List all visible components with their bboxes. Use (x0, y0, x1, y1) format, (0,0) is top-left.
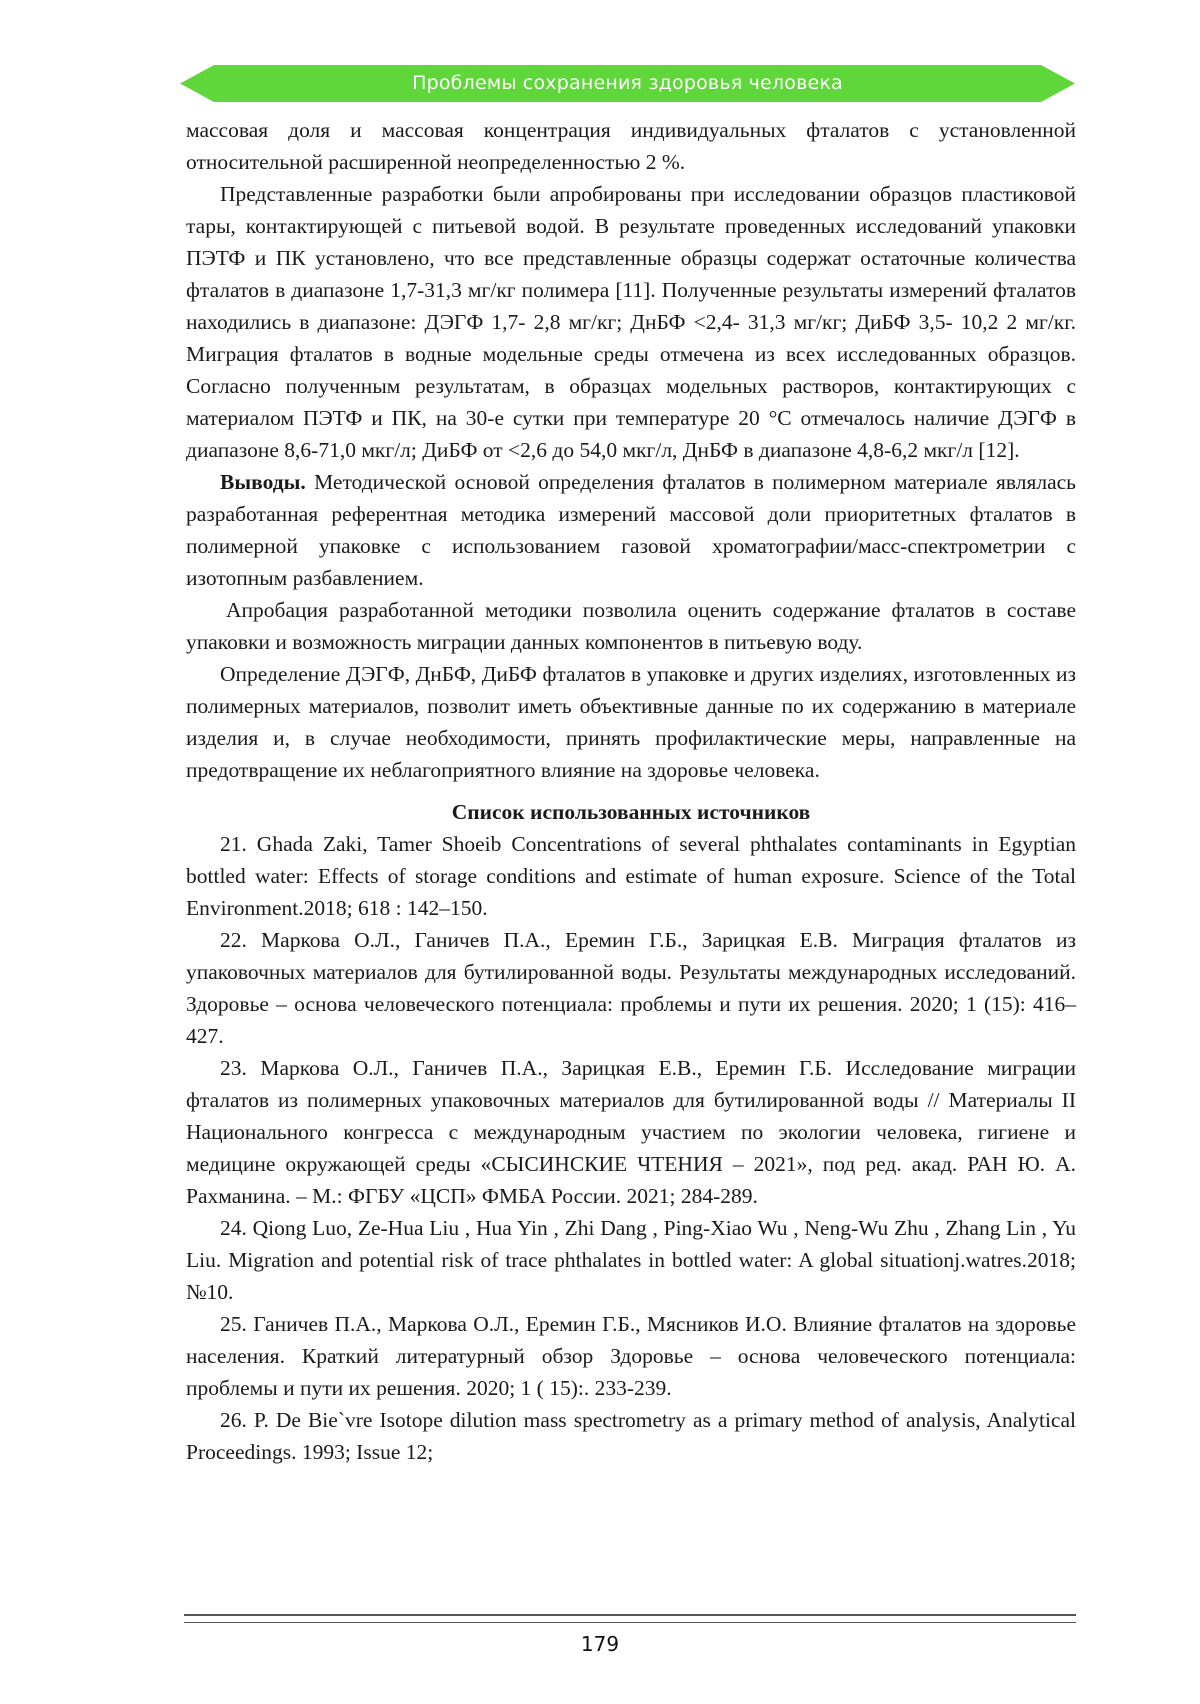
running-header (180, 65, 1075, 102)
reference-item: 26. P. De Bie`vre Isotope dilution mass spectrometry as a primary method of analysis, Analytical Proceedings. 1993; Issue 12; (186, 1408, 1076, 1464)
header-title: Проблемы сохранения здоровья человека (412, 72, 843, 94)
page-number: 179 (580, 1632, 620, 1656)
reference-item: 24. Qiong Luo, Ze-Hua Liu , Hua Yin , Zhi Dang , Ping-Xiao Wu , Neng-Wu Zhu , Zhang Lin , Yu Liu. Migration and potential risk of trace phthalates in bottled water: A global situationj.watres.2018; №10. (186, 1216, 1076, 1304)
conclusions-label: Выводы. (220, 470, 306, 494)
paragraph-continuation: массовая доля и массовая концентрация индивидуальных фталатов с установленной относительной расширенной неопределенностью 2 %. (186, 118, 1076, 174)
paragraph-determination: Определение ДЭГФ, ДнБФ, ДиБФ фталатов в упаковке и других изделиях, изготовленных из полимерных материалов, позволит иметь объективные данные по их содержанию в материале изделия и, в случае необходимости, принять профилактические меры, направленные на предотвращение их неблагоприятного влияние на здоровье человека. (186, 662, 1076, 782)
references-heading: Список использованных источников (451, 800, 811, 824)
reference-item: 25. Ганичев П.А., Маркова О.Л., Еремин Г.Б., Мясников И.О. Влияние фталатов на здоровье населения. Краткий литературный обзор Здоровье – основа человеческого потенциала: проблемы и пути их решения. 2020; 1 ( 15):. 233-239. (186, 1312, 1076, 1400)
paragraph-results: Представленные разработки были апробированы при исследовании образцов пластиковой тары, контактирующей с питьевой водой. В результате проведенных исследований упаковки ПЭТФ и ПК установлено, что все представленные образцы содержат остаточные количества фталатов в диапазоне 1,7-31,3 мг/кг полимера [11]. Полученные результаты измерений фталатов находились в диапазоне: ДЭГФ 1,7- 2,8 мг/кг; ДнБФ <2,4- 31,3 мг/кг; ДиБФ 3,5- 10,2 2 мг/кг. Миграция фталатов в водные модельные среды отмечена из всех исследованных образцов. Согласно полученным результатам, в образцах модельных растворов, контактирующих с материалом ПЭТФ и ПК, на 30-е сутки при температуре 20 °С отмечалось наличие ДЭГФ в диапазоне 8,6-71,0 мкг/л; ДиБФ от <2,6 до 54,0 мкг/л, ДнБФ в диапазоне 4,8-6,2 мкг/л [12]. (186, 182, 1076, 462)
conclusions-text: Методической основой определения фталатов в полимерном материале являлась разработанная референтная методика измерений массовой доли приоритетных фталатов в полимерной упаковке с использованием газовой хроматографии/масс-спектрометрии с изотопным разбавлением. (186, 470, 1076, 590)
reference-item: 23. Маркова О.Л., Ганичев П.А., Зарицкая Е.В., Еремин Г.Б. Исследование миграции фталатов из полимерных упаковочных материалов для бутилированной воды // Материалы II Национального конгресса с международным участием по экологии человека, гигиене и медицине окружающей среды «СЫСИНСКИЕ ЧТЕНИЯ – 2021», под ред. акад. РАН Ю. А. Рахманина. – М.: ФГБУ «ЦСП» ФМБА России. 2021; 284-289. (186, 1056, 1076, 1208)
footer-divider (184, 1614, 1076, 1623)
paragraph-conclusions (186, 466, 1076, 594)
page-body (186, 114, 1076, 1468)
reference-item: 21. Ghada Zaki, Tamer Shoeib Concentrations of several phthalates contaminants in Egyptian bottled water: Effects of storage conditions and estimate of human exposure. Science of the Total Environment.2018; 618 : 142–150. (186, 832, 1076, 920)
paragraph-approbation: Апробация разработанной методики позволила оценить содержание фталатов в составе упаковки и возможность миграции данных компонентов в питьевую воду. (186, 598, 1076, 654)
reference-item: 22. Маркова О.Л., Ганичев П.А., Еремин Г.Б., Зарицкая Е.В. Миграция фталатов из упаковочных материалов для бутилированной воды. Результаты международных исследований. Здоровье – основа человеческого потенциала: проблемы и пути их решения. 2020; 1 (15): 416–427. (186, 928, 1076, 1048)
